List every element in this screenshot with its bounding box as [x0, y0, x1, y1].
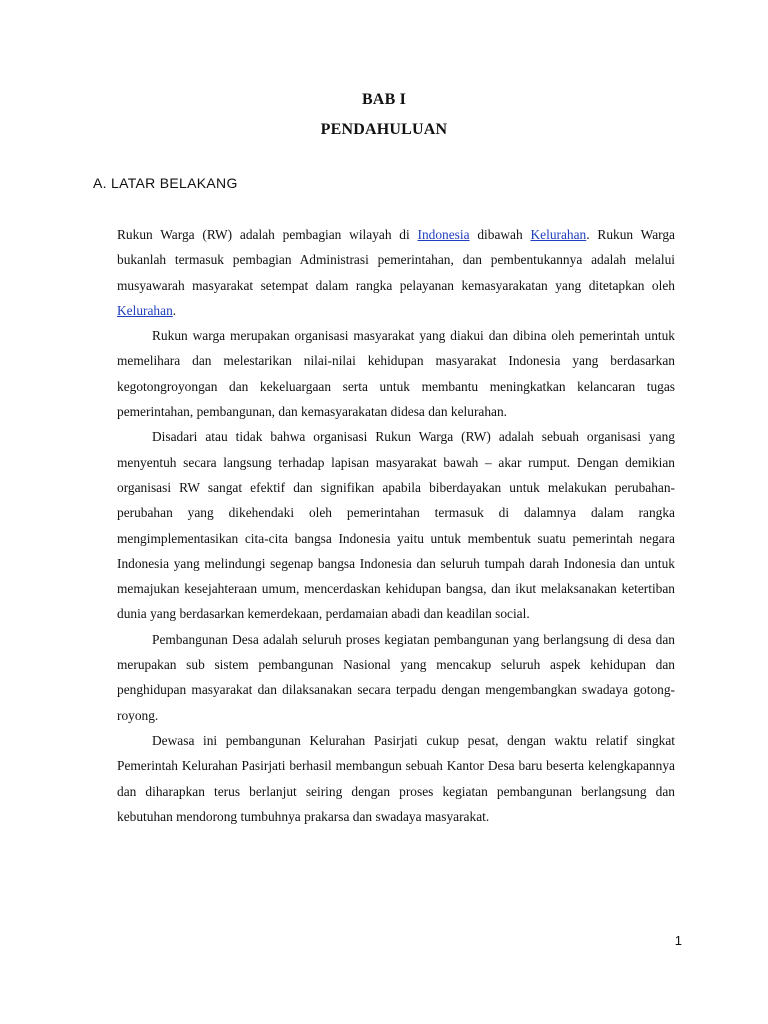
paragraph-1-text-2: dibawah [469, 227, 531, 242]
page-number: 1 [674, 933, 682, 948]
paragraph-3: Disadari atau tidak bahwa organisasi Rukun Warga (RW) adalah sebuah organisasi yang menyentuh secara langsung terhadap lapisan masyarakat bawah – akar rumput. Dengan demikian organisasi RW sangat efektif dan signifikan apabila biberdayakan untuk melakukan perubahan-perubahan yang dikehendaki oleh pemerintahan termasuk di dalamnya dalam rangka mengimplementasikan cita-cita bangsa Indonesia yaitu untuk membentuk suatu pemerintah negara Indonesia yang melindungi segenap bangsa Indonesia dan seluruh tumpah darah Indonesia dan untuk memajukan kesejahteraan umum, mencerdaskan kehidupan bangsa, dan ikut melaksanakan ketertiban dunia yang berdasarkan kemerdekaan, perdamaian abadi dan keadilan social. [117, 429, 675, 622]
link-kelurahan-2[interactable]: Kelurahan [117, 302, 173, 318]
paragraph-5: Dewasa ini pembangunan Kelurahan Pasirjati cukup pesat, dengan waktu relatif singkat Pemerintah Kelurahan Pasirjati berhasil membangun sebuah Kantor Desa baru beserta kelengkapannya dan diharapkan terus berlanjut seiring dengan proses kegiatan pembangunan berlangsung dan kebutuhan mendorong tumbuhnya prakarsa dan swadaya masyarakat. [117, 732, 675, 824]
chapter-title: PENDAHULUAN [320, 121, 448, 138]
body-text [117, 222, 675, 829]
paragraph-1-text-1: Rukun Warga (RW) adalah pembagian wilayah di [117, 227, 418, 242]
link-indonesia[interactable]: Indonesia [417, 227, 470, 242]
paragraph-1-text-3: . Rukun Warga bukanlah termasuk pembagian Administrasi pemerintahan, dan pembentukannya adalah melalui musyawarah masyarakat setempat dalam rangka pelayanan kemasyarakatan yang ditetapkan oleh [117, 227, 675, 293]
chapter-number: BAB I [361, 91, 407, 108]
paragraph-1 [117, 222, 675, 323]
section-heading: A. LATAR BELAKANG [93, 175, 238, 191]
paragraph-1-text-4: . [172, 302, 177, 318]
link-kelurahan[interactable]: Kelurahan [530, 227, 587, 242]
paragraph-4: Pembangunan Desa adalah seluruh proses kegiatan pembangunan yang berlangsung di desa dan merupakan sub sistem pembangunan Nasional yang mencakup seluruh aspek kehidupan dan penghidupan masyarakat dan dilaksanakan secara terpadu dengan mengembangkan swadaya gotong-royong. [117, 631, 675, 723]
paragraph-2: Rukun warga merupakan organisasi masyarakat yang diakui dan dibina oleh pemerintah untuk memelihara dan melestarikan nilai-nilai kehidupan masyarakat Indonesia yang berdasarkan kegotongroyongan dan kekeluargaan serta untuk membantu meningkatkan kelancaran tugas pemerintahan, pembangunan, dan kemasyarakatan didesa dan kelurahan. [117, 328, 675, 420]
